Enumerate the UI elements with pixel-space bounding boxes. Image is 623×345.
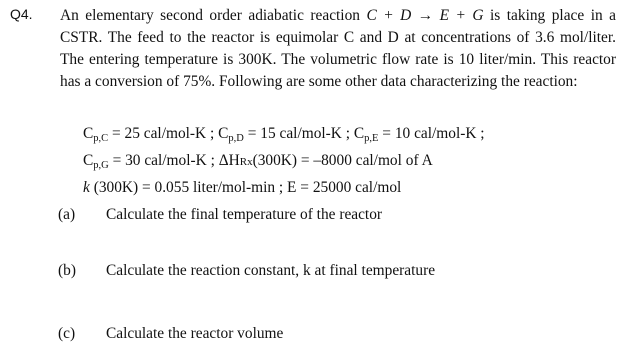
data-line-3 [83,177,485,199]
problem-statement [60,5,616,93]
cp-d-value: = 15 cal/mol-K ; [243,125,351,142]
dh-value: (300K) = –8000 cal/mol of A [252,152,433,169]
cp-c-sub: p,C [93,133,109,144]
statement-text-1b: is taking place in a [483,7,616,24]
cp-c-value: = 25 cal/mol-K ; [108,125,215,142]
statement-line-2: CSTR. The feed to the reactor is equimolar C and D at concentrations of 3.6 mol/liter. [60,29,616,46]
cp-d-sub: p,D [228,133,244,144]
reaction-data [83,123,485,199]
question-number: Q4. [10,6,33,22]
statement-line-1 [60,5,616,27]
cp-d-symbol: C [218,125,229,142]
data-line-2 [83,150,485,177]
statement-line-4: has a conversion of 75%. Following are some other data characterizing the reaction: [60,73,578,90]
cp-g-sub: p,G [93,160,109,171]
part-a-label: (a) [58,206,76,223]
part-b-text: Calculate the reaction constant, k at final temperature [106,262,436,279]
cp-c-symbol: C [83,125,94,142]
cp-g-symbol: C [83,152,94,169]
statement-line-3: The entering temperature is 300K. The volumetric flow rate is 10 liter/min. This reactor [60,51,616,68]
statement-text-1a: An elementary second order adiabatic reaction [60,7,367,24]
k-symbol: k [83,179,90,196]
part-a-text: Calculate the final temperature of the reactor [106,206,383,223]
part-c-text: Calculate the reactor volume [106,325,284,342]
cp-e-sub: p,E [364,133,379,144]
dh-symbol: ΔH [218,152,240,169]
cp-e-symbol: C [353,125,365,142]
cp-e-value: = 10 cal/mol-K ; [378,125,485,142]
data-line-1 [83,123,485,150]
part-b-label: (b) [58,262,76,279]
part-c-label: (c) [58,325,76,342]
cp-g-value: = 30 cal/mol-K ; [108,152,215,169]
reaction-equation: C + D → E + G [366,7,484,24]
dh-sub: Rx [239,156,253,168]
k-value: (300K) = 0.055 liter/mol-min ; E = 25000 cal/mol [89,179,402,196]
